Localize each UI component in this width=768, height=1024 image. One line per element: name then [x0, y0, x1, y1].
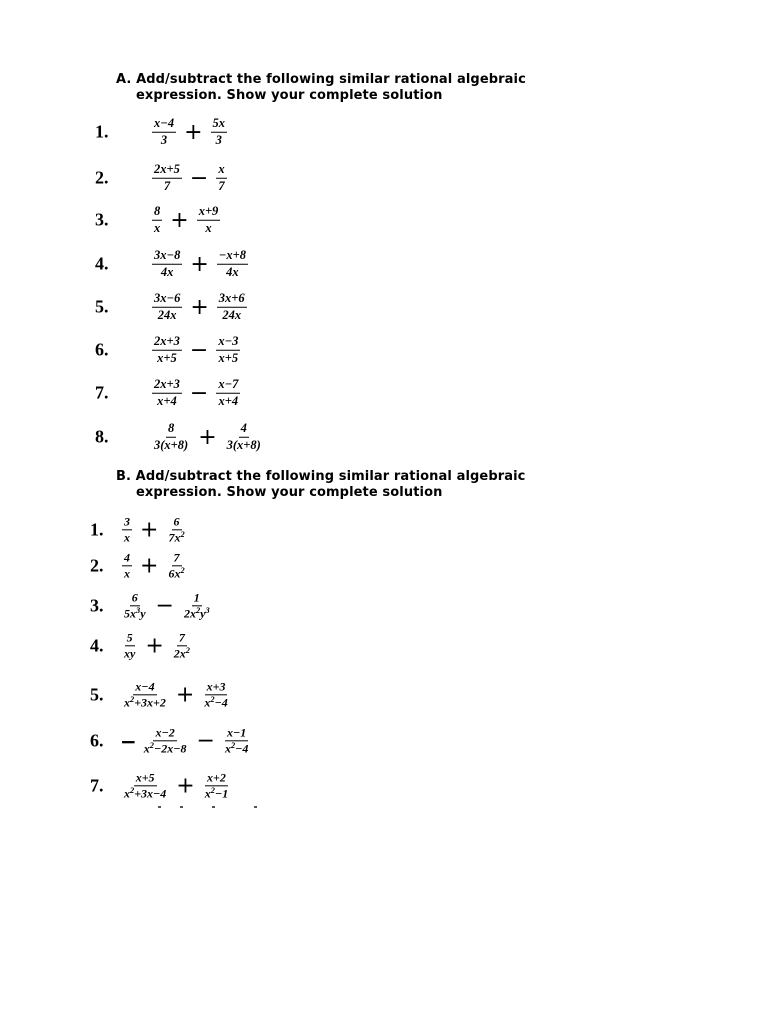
- fraction-numerator: x−4: [152, 117, 176, 133]
- fraction: [120, 771, 170, 800]
- fraction-denominator: 3: [160, 132, 168, 147]
- problem-expression: [120, 631, 194, 660]
- operator-sign: +: [190, 251, 209, 277]
- fraction-denominator: 3(x+8): [154, 437, 189, 452]
- operator-sign: −: [189, 337, 209, 363]
- problem-number: 2.: [95, 167, 109, 188]
- fraction-denominator: x+4: [157, 393, 177, 408]
- fraction-denominator: 7: [218, 178, 225, 193]
- problem-expression: [150, 163, 229, 194]
- fraction-denominator: x: [205, 220, 212, 235]
- fraction-numerator: x−1: [225, 726, 248, 741]
- fraction-numerator: 6: [172, 515, 182, 530]
- fraction-denominator: x+5: [218, 350, 239, 365]
- fraction-numerator: 2x+3: [152, 378, 182, 394]
- fraction: [150, 205, 164, 236]
- operator-sign: +: [140, 553, 159, 579]
- fraction-denominator: xy: [124, 646, 136, 661]
- fraction-denominator: $x^2-2x-8$: [143, 741, 187, 756]
- leading-minus-sign: −: [120, 729, 137, 753]
- fraction: [120, 591, 150, 620]
- fraction: [180, 591, 214, 620]
- problem-row: [0, 242, 700, 286]
- problem-number: 5.: [90, 684, 104, 705]
- fraction: [221, 726, 252, 755]
- fraction-denominator: $7x^2$: [168, 530, 185, 545]
- fraction-denominator: $x^2+3x+2$: [124, 695, 166, 710]
- problem-row: [0, 198, 700, 242]
- problem-expression: [150, 422, 265, 453]
- fraction: [120, 551, 134, 580]
- fraction-denominator: 7: [163, 178, 171, 193]
- problem-number: 6.: [95, 339, 109, 360]
- problem-number: 1.: [90, 519, 104, 540]
- problem-number: 7.: [95, 382, 109, 403]
- section-b-heading: [116, 469, 656, 501]
- fraction-denominator: 4x: [160, 264, 174, 279]
- problem-expression: [120, 680, 232, 709]
- fraction-numerator: 4: [122, 551, 132, 566]
- problem-expression: [120, 515, 189, 544]
- fraction: [150, 292, 184, 323]
- problem-expression: [150, 378, 242, 409]
- fraction-numerator: x+5: [134, 771, 157, 786]
- fraction-denominator: $6x^2$: [168, 566, 185, 581]
- problem-row: [0, 110, 700, 154]
- problem-row: [0, 328, 700, 372]
- fraction: [214, 378, 242, 409]
- fraction: [215, 249, 250, 280]
- fraction-numerator: x−7: [216, 378, 240, 394]
- fraction-numerator: 3x−8: [152, 249, 182, 265]
- fraction-denominator: x+4: [218, 393, 239, 408]
- operator-sign: +: [190, 294, 209, 320]
- cropped-line-fragment: [150, 806, 270, 812]
- problem-row: [0, 371, 700, 415]
- fraction: [150, 249, 184, 280]
- operator-sign: +: [175, 682, 195, 708]
- operator-sign: −: [155, 593, 174, 619]
- fraction: [140, 726, 191, 755]
- fraction: [150, 117, 178, 148]
- problem-number: 7.: [90, 775, 104, 796]
- fraction-numerator: 4: [239, 422, 249, 438]
- fraction: [150, 378, 184, 409]
- fraction-numerator: 3x−6: [152, 292, 182, 308]
- fraction-denominator: x: [124, 566, 130, 581]
- fraction-numerator: x+3: [205, 680, 228, 695]
- fraction: [223, 422, 265, 453]
- problem-row: [0, 156, 700, 200]
- fraction-numerator: x+2: [205, 771, 228, 786]
- operator-sign: +: [184, 119, 203, 145]
- fraction-numerator: 8: [166, 422, 176, 438]
- fraction: [120, 631, 139, 660]
- problem-expression: [150, 117, 229, 148]
- operator-sign: +: [176, 773, 195, 799]
- fraction-denominator: $2x^2$: [173, 646, 190, 661]
- problem-expression: [150, 205, 222, 236]
- fraction: [120, 680, 170, 709]
- fraction-numerator: 7: [172, 551, 182, 566]
- fraction-denominator: 4x: [226, 264, 239, 279]
- fraction-numerator: 3x+6: [217, 292, 247, 308]
- problem-number: 5.: [95, 296, 109, 317]
- problem-row: [0, 764, 700, 808]
- problem-row: [0, 719, 700, 763]
- problem-expression: [120, 726, 252, 755]
- problem-expression: [150, 335, 242, 366]
- fraction-denominator: $x^2-4$: [224, 741, 249, 756]
- problem-number: 4.: [95, 253, 109, 274]
- fraction-denominator: 3: [215, 132, 222, 147]
- fraction-numerator: 3: [122, 515, 132, 530]
- fraction: [164, 551, 188, 580]
- problem-row: [0, 415, 700, 459]
- fraction: [150, 422, 192, 453]
- fraction: [214, 163, 228, 194]
- fraction-denominator: x+5: [157, 350, 177, 365]
- problem-row: [0, 584, 700, 628]
- section-b-heading-line1: B. Add/subtract the following similar rational algebraic: [116, 469, 526, 484]
- fraction-denominator: 24x: [222, 307, 242, 322]
- fraction-numerator: 2x+3: [152, 335, 182, 351]
- problem-expression: [120, 591, 214, 620]
- fraction: [201, 771, 232, 800]
- fraction-numerator: 7: [177, 631, 187, 646]
- problem-expression: [150, 292, 249, 323]
- fraction: [200, 680, 231, 709]
- fraction-numerator: 6: [130, 591, 140, 606]
- fraction-numerator: 8: [152, 205, 162, 221]
- problem-number: 3.: [90, 595, 104, 616]
- operator-sign: +: [140, 517, 159, 543]
- fraction-numerator: −x+8: [217, 249, 248, 265]
- fraction-numerator: 5: [125, 631, 135, 646]
- fraction-numerator: x−2: [153, 726, 176, 741]
- fraction-numerator: x+9: [197, 205, 221, 221]
- fraction-denominator: 24x: [157, 307, 177, 322]
- operator-sign: +: [198, 424, 217, 450]
- problem-row: [0, 544, 700, 588]
- fraction-denominator: x: [124, 530, 130, 545]
- fraction-denominator: 3(x+8): [226, 437, 261, 452]
- fraction-denominator: $x^2+3x-4$: [124, 786, 167, 801]
- problem-expression: [120, 771, 232, 800]
- problem-number: 2.: [90, 555, 104, 576]
- operator-sign: −: [189, 380, 209, 406]
- section-a-heading: [116, 72, 656, 104]
- section-b-heading-line2: expression. Show your complete solution: [136, 485, 443, 500]
- fraction: [195, 205, 223, 236]
- problem-expression: [150, 249, 250, 280]
- fraction-numerator: x−4: [133, 680, 156, 695]
- problem-number: 3.: [95, 209, 109, 230]
- problem-number: 8.: [95, 426, 109, 447]
- fraction-numerator: 1: [192, 591, 202, 606]
- fraction: [150, 163, 184, 194]
- problem-row: [0, 285, 700, 329]
- problem-expression: [120, 551, 189, 580]
- fraction-numerator: 2x+5: [152, 163, 182, 179]
- fraction: [215, 292, 249, 323]
- section-a-heading-line2: expression. Show your complete solution: [136, 88, 443, 103]
- fraction-denominator: $x^2-1$: [204, 786, 229, 801]
- problem-number: 6.: [90, 730, 104, 751]
- fraction-denominator: x: [154, 220, 161, 235]
- fraction-numerator: x: [216, 163, 226, 179]
- fraction-numerator: x−3: [216, 335, 240, 351]
- fraction-denominator: $2x^2y^3$: [183, 606, 210, 621]
- operator-sign: −: [196, 728, 215, 754]
- operator-sign: −: [189, 165, 209, 191]
- fraction: [214, 335, 242, 366]
- problem-row: [0, 624, 700, 668]
- fraction: [209, 117, 230, 148]
- fraction: [170, 631, 194, 660]
- fraction: [150, 335, 184, 366]
- problem-number: 1.: [95, 121, 109, 142]
- fraction-denominator: $5x^3y$: [124, 606, 146, 621]
- problem-row: [0, 673, 700, 717]
- fraction: [120, 515, 134, 544]
- fraction-denominator: $x^2-4$: [204, 695, 228, 710]
- operator-sign: +: [145, 633, 164, 659]
- operator-sign: +: [170, 207, 189, 233]
- fraction-numerator: 5x: [211, 117, 228, 133]
- problem-number: 4.: [90, 635, 104, 656]
- section-a-heading-line1: A. Add/subtract the following similar rational algebraic: [116, 72, 526, 87]
- fraction: [164, 515, 188, 544]
